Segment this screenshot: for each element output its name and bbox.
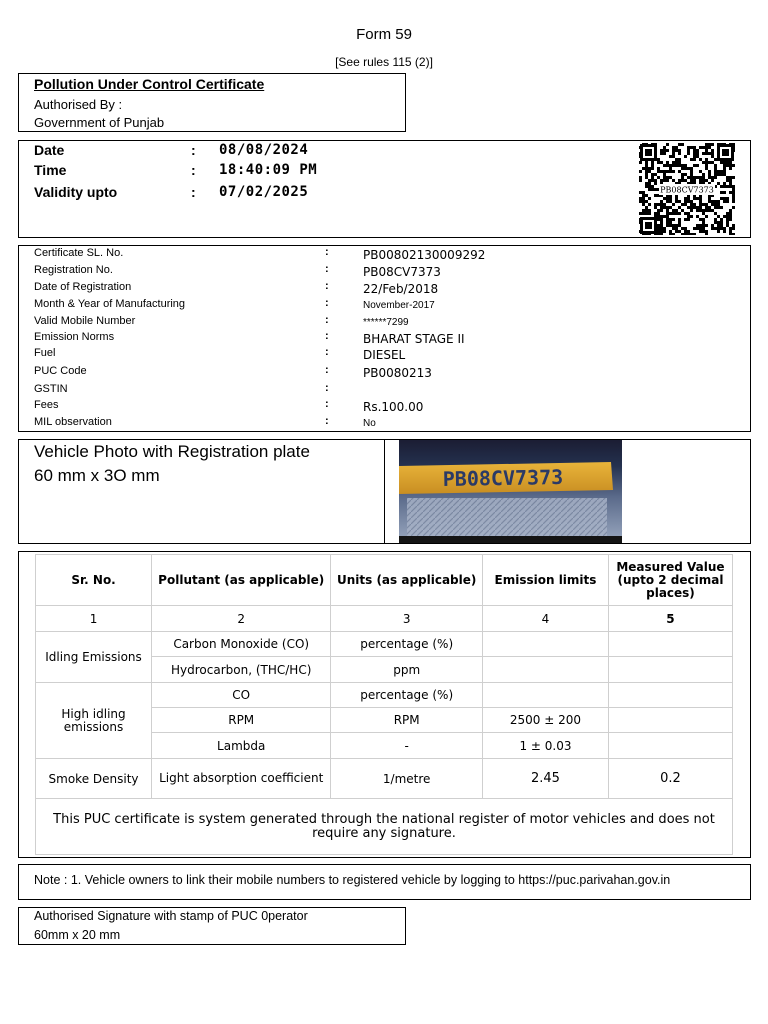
photo-title-line1: Vehicle Photo with Registration plate — [34, 442, 310, 461]
detail-colon: : — [325, 280, 329, 292]
header-pollutant: Pollutant (as applicable) — [152, 555, 331, 606]
plate-text: PB08CV7373 — [442, 464, 564, 492]
detail-label: PUC Code — [34, 365, 87, 377]
detail-label: MIL observation — [34, 416, 112, 428]
vehicle-photo-box — [18, 439, 751, 544]
detail-label: Registration No. — [34, 264, 113, 276]
smoke-density-label: Smoke Density — [36, 759, 152, 799]
time-value: 18:40:09 PM — [219, 162, 318, 178]
table-row — [36, 759, 733, 799]
detail-label: Fees — [34, 399, 59, 411]
unit-cell: percentage (%) — [331, 632, 483, 657]
certificate-title: Pollution Under Control Certificate — [34, 76, 265, 92]
pollutant-cell: CO — [152, 683, 331, 708]
emissions-box — [18, 551, 751, 858]
detail-value: DIESEL — [363, 348, 406, 362]
vehicle-plate-photo — [399, 440, 622, 543]
pollutant-cell: Lambda — [152, 733, 331, 759]
detail-label: GSTIN — [34, 383, 68, 395]
detail-colon: : — [325, 346, 329, 358]
column-number: 4 — [483, 606, 609, 632]
system-generated-notice: This PUC certificate is system generated through the national register of motor vehicles and does not require any signature. — [36, 799, 733, 855]
rules-reference: [See rules 115 (2)] — [335, 55, 433, 69]
unit-cell: RPM — [331, 708, 483, 733]
validity-colon: : — [191, 184, 196, 200]
detail-value: PB00802130009292 — [363, 248, 486, 262]
header-sr-no: Sr. No. — [36, 555, 152, 606]
authorised-by-label: Authorised By : — [34, 97, 123, 112]
photo-title-line2: 60 mm x 3O mm — [34, 466, 160, 485]
signature-box — [18, 907, 406, 945]
detail-colon: : — [325, 330, 329, 342]
time-colon: : — [191, 162, 196, 178]
photo-divider — [384, 440, 385, 543]
limit-cell — [483, 683, 609, 708]
measured-cell — [608, 683, 732, 708]
detail-value: No — [363, 418, 376, 429]
limit-cell: 2500 ± 200 — [483, 708, 609, 733]
pollutant-cell: RPM — [152, 708, 331, 733]
date-label: Date — [34, 142, 65, 158]
column-number: 5 — [608, 606, 732, 632]
qr-code — [639, 143, 735, 235]
detail-value: PB0080213 — [363, 366, 432, 380]
signature-label: Authorised Signature with stamp of PUC 0perator — [34, 909, 308, 923]
detail-colon: : — [325, 263, 329, 275]
detail-label: Fuel — [34, 347, 56, 359]
measured-cell: 0.2 — [608, 759, 732, 799]
table-number-row — [36, 606, 733, 632]
datetime-box — [18, 140, 751, 238]
qr-label: PB08CV7373 — [660, 185, 714, 195]
detail-label: Month & Year of Manufacturing — [34, 298, 186, 310]
column-number: 2 — [152, 606, 331, 632]
table-header-row — [36, 555, 733, 606]
pollutant-cell: Carbon Monoxide (CO) — [152, 632, 331, 657]
detail-value: 22/Feb/2018 — [363, 282, 439, 296]
unit-cell: 1/metre — [331, 759, 483, 799]
detail-value: PB08CV7373 — [363, 265, 441, 279]
detail-colon: : — [325, 246, 329, 258]
high-idling-emissions-label: High idling emissions — [36, 683, 152, 759]
column-number: 3 — [331, 606, 483, 632]
pollutant-cell: Light absorption coefficient — [152, 759, 331, 799]
limit-cell: 1 ± 0.03 — [483, 733, 609, 759]
date-value: 08/08/2024 — [219, 142, 309, 158]
note-box — [18, 864, 751, 900]
limit-cell — [483, 632, 609, 657]
limit-cell: 2.45 — [483, 759, 609, 799]
validity-value: 07/02/2025 — [219, 184, 309, 200]
measured-cell — [608, 632, 732, 657]
certificate-box — [18, 73, 406, 132]
note-text: Note : 1. Vehicle owners to link their mobile numbers to registered vehicle by logging to https://puc.parivahan.gov.in — [34, 873, 671, 887]
pollutant-cell: Hydrocarbon, (THC/HC) — [152, 657, 331, 683]
vehicle-details-box — [18, 245, 751, 432]
detail-value: BHARAT STAGE II — [363, 332, 465, 346]
detail-colon: : — [325, 398, 329, 410]
detail-colon: : — [325, 297, 329, 309]
detail-label: Emission Norms — [34, 331, 115, 343]
unit-cell: percentage (%) — [331, 683, 483, 708]
detail-value: ******7299 — [363, 317, 409, 328]
unit-cell: - — [331, 733, 483, 759]
validity-label: Validity upto — [34, 184, 118, 200]
measured-cell — [608, 657, 732, 683]
signature-size: 60mm x 20 mm — [34, 928, 121, 942]
detail-value: November-2017 — [363, 300, 435, 311]
limit-cell — [483, 657, 609, 683]
detail-colon: : — [325, 364, 329, 376]
table-row — [36, 683, 733, 708]
detail-colon: : — [325, 314, 329, 326]
form-title: Form 59 — [356, 26, 412, 43]
header-emission-limits: Emission limits — [483, 555, 609, 606]
header-units: Units (as applicable) — [331, 555, 483, 606]
detail-value: Rs.100.00 — [363, 400, 424, 414]
header-measured-value: Measured Value (upto 2 decimal places) — [608, 555, 732, 606]
time-label: Time — [34, 162, 67, 178]
emissions-table — [35, 554, 733, 855]
idling-emissions-label: Idling Emissions — [36, 632, 152, 683]
unit-cell: ppm — [331, 657, 483, 683]
measured-cell — [608, 708, 732, 733]
detail-label: Valid Mobile Number — [34, 315, 136, 327]
table-row — [36, 632, 733, 657]
column-number: 1 — [36, 606, 152, 632]
detail-label: Certificate SL. No. — [34, 247, 124, 259]
table-footer-row — [36, 799, 733, 855]
detail-colon: : — [325, 415, 329, 427]
authority-name: Government of Punjab — [34, 115, 165, 130]
detail-label: Date of Registration — [34, 281, 132, 293]
date-colon: : — [191, 142, 196, 158]
detail-colon: : — [325, 382, 329, 394]
measured-cell — [608, 733, 732, 759]
